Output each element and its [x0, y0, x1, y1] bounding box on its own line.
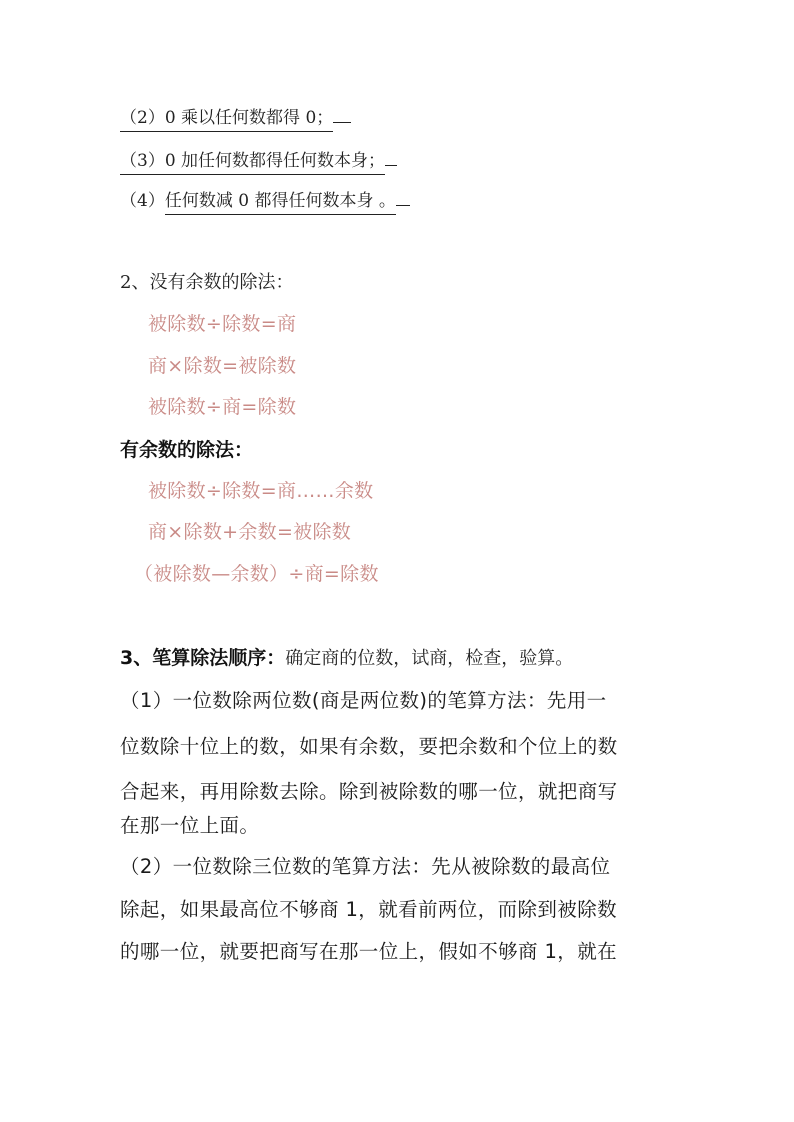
rule-4-underline-tail [396, 202, 410, 206]
rule-4-text: 任何数减 0 都得任何数本身 。 [165, 191, 396, 215]
rule-3-text: （3）0 加任何数都得任何数本身； [120, 151, 385, 175]
rule-4-prefix: （4） [120, 191, 165, 211]
rule-2 [120, 110, 351, 127]
paragraph-1-line-4: 在那一位上面。 [120, 814, 260, 837]
paragraph-2-line-2: 除起，如果最高位不够商 1，就看前两位，而除到被除数 [120, 898, 618, 921]
paragraph-1-line-3: 合起来，再用除数去除。除到被除数的哪一位，就把商写 [120, 780, 618, 803]
rule-4 [120, 193, 410, 210]
section-2-heading: 2、没有余数的除法： [120, 272, 294, 293]
rule-3-underline-tail [385, 162, 397, 166]
paragraph-1-line-2: 位数除十位上的数，如果有余数，要把余数和个位上的数 [120, 735, 618, 758]
paragraph-1-line-1: （1）一位数除两位数(商是两位数)的笔算方法：先用一 [120, 689, 607, 712]
formula-no-remainder-3: 被除数÷商=除数 [148, 396, 297, 418]
formula-remainder-3: （被除数—余数）÷商=除数 [134, 563, 379, 585]
section-3-heading-rest: 确定商的位数，试商，检查，验算。 [285, 648, 574, 669]
rule-3 [120, 153, 397, 170]
rule-2-text: （2）0 乘以任何数都得 0； [120, 108, 333, 132]
formula-remainder-1: 被除数÷除数=商……余数 [148, 480, 374, 502]
formula-no-remainder-2: 商×除数=被除数 [148, 355, 297, 377]
section-3-heading [120, 649, 573, 668]
formula-no-remainder-1: 被除数÷除数=商 [148, 313, 297, 335]
paragraph-2-line-3: 的哪一位，就要把商写在那一位上，假如不够商 1，就在 [120, 940, 618, 963]
section-3-heading-bold: 3、笔算除法顺序： [120, 647, 286, 669]
remainder-division-heading: 有余数的除法： [120, 439, 254, 461]
paragraph-2-line-1: （2）一位数除三位数的笔算方法：先从被除数的最高位 [120, 855, 611, 878]
rule-2-underline-tail [333, 119, 351, 123]
formula-remainder-2: 商×除数+余数=被除数 [148, 521, 352, 543]
